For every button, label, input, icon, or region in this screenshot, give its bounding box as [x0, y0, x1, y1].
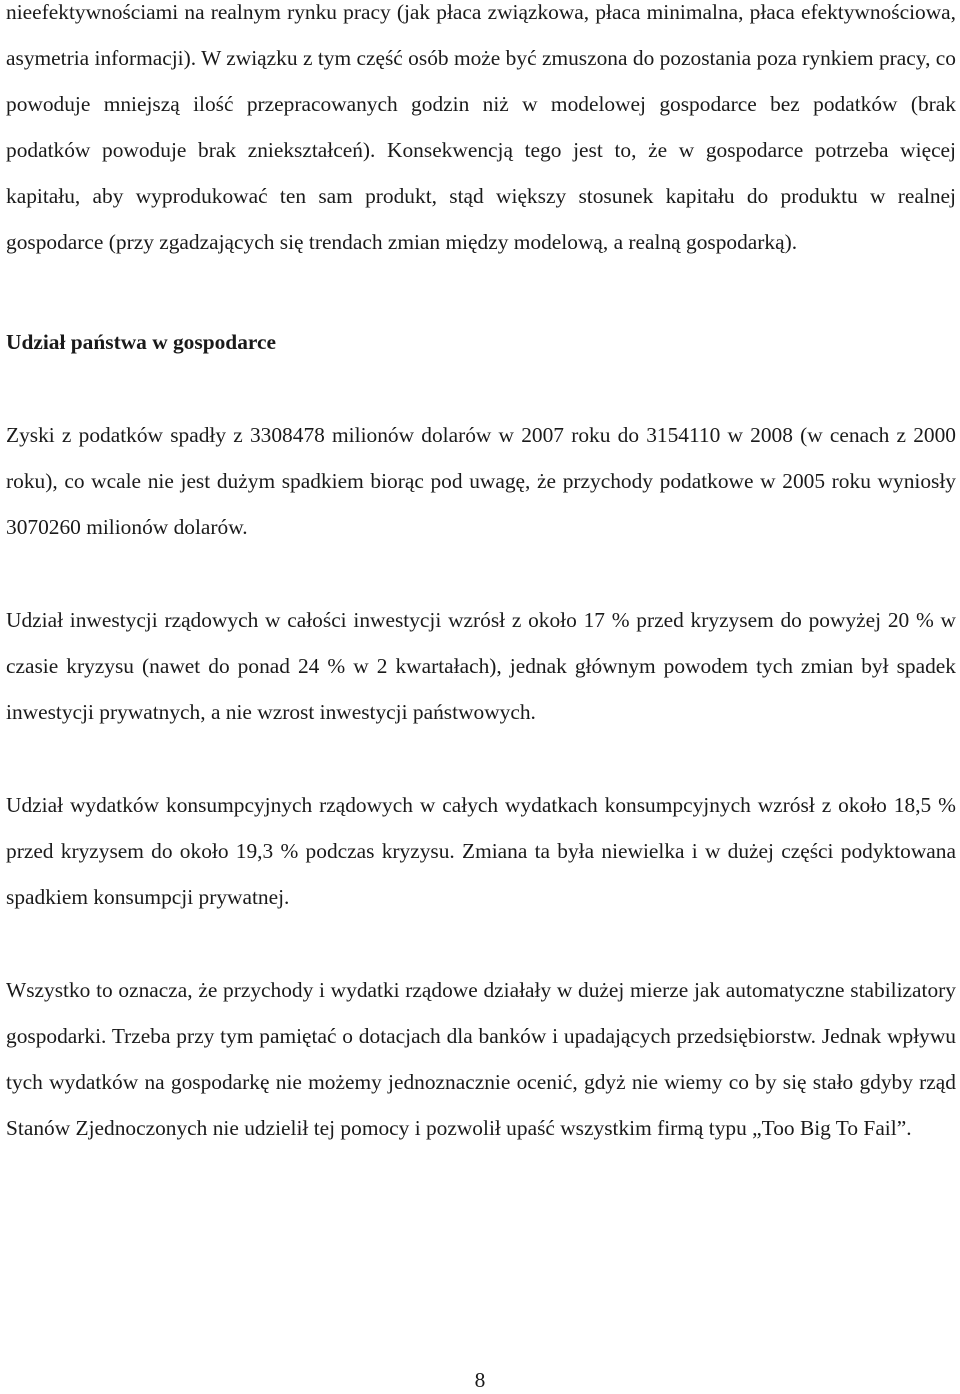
paragraph-investment: Udział inwestycji rządowych w całości inwestycji wzrósł z około 17 % przed kryzysem do powyżej 20 % w czasie kryzysu (nawet do ponad 24 % w 2 kwartałach), jednak głównym powodem tych zmian był spadek inwestycji prywatnych, a nie wzrost inwestycji państwowych. [6, 608, 956, 724]
section-heading: Udział państwa w gospodarce [6, 330, 276, 354]
paragraph-consumption: Udział wydatków konsumpcyjnych rządowych w całych wydatkach konsumpcyjnych wzrósł z około 18,5 % przed kryzysem do około 19,3 % podczas kryzysu. Zmiana ta była niewielka i w dużej części podyktowana spadkiem konsumpcji prywatnej. [6, 793, 956, 909]
document-page [6, 0, 956, 1151]
page-number: 8 [474, 1368, 486, 1392]
paragraph-conclusion: Wszystko to oznacza, że przychody i wydatki rządowe działały w dużej mierze jak automatyczne stabilizatory gospodarki. Trzeba przy tym pamiętać o dotacjach dla banków i upadających przedsiębiorstw. Jednak wpływu tych wydatków na gospodarkę nie możemy jednoznacznie ocenić, gdyż nie wiemy co by się stało gdyby rząd Stanów Zjednoczonych nie udzielił tej pomocy i pozwolił upaść wszystkim firmą typu „Too Big To Fail”. [6, 978, 956, 1140]
paragraph-intro: nieefektywnościami na realnym rynku pracy (jak płaca związkowa, płaca minimalna, płaca efektywnościowa, asymetria informacji). W związku z tym część osób może być zmuszona do pozostania poza rynkiem pracy, co powoduje mniejszą ilość przepracowanych godzin niż w modelowej gospodarce bez podatków (brak podatków powoduje brak zniekształceń). Konsekwencją tego jest to, że w gospodarce potrzeba więcej kapitału, aby wyprodukować ten sam produkt, stąd większy stosunek kapitału do produktu w realnej gospodarce (przy zgadzających się trendach zmian między modelową, a realną gospodarką). [6, 0, 956, 254]
paragraph-taxes: Zyski z podatków spadły z 3308478 milionów dolarów w 2007 roku do 3154110 w 2008 (w cenach z 2000 roku), co wcale nie jest dużym spadkiem biorąc pod uwagę, że przychody podatkowe w 2005 roku wyniosły 3070260 milionów dolarów. [6, 423, 956, 539]
